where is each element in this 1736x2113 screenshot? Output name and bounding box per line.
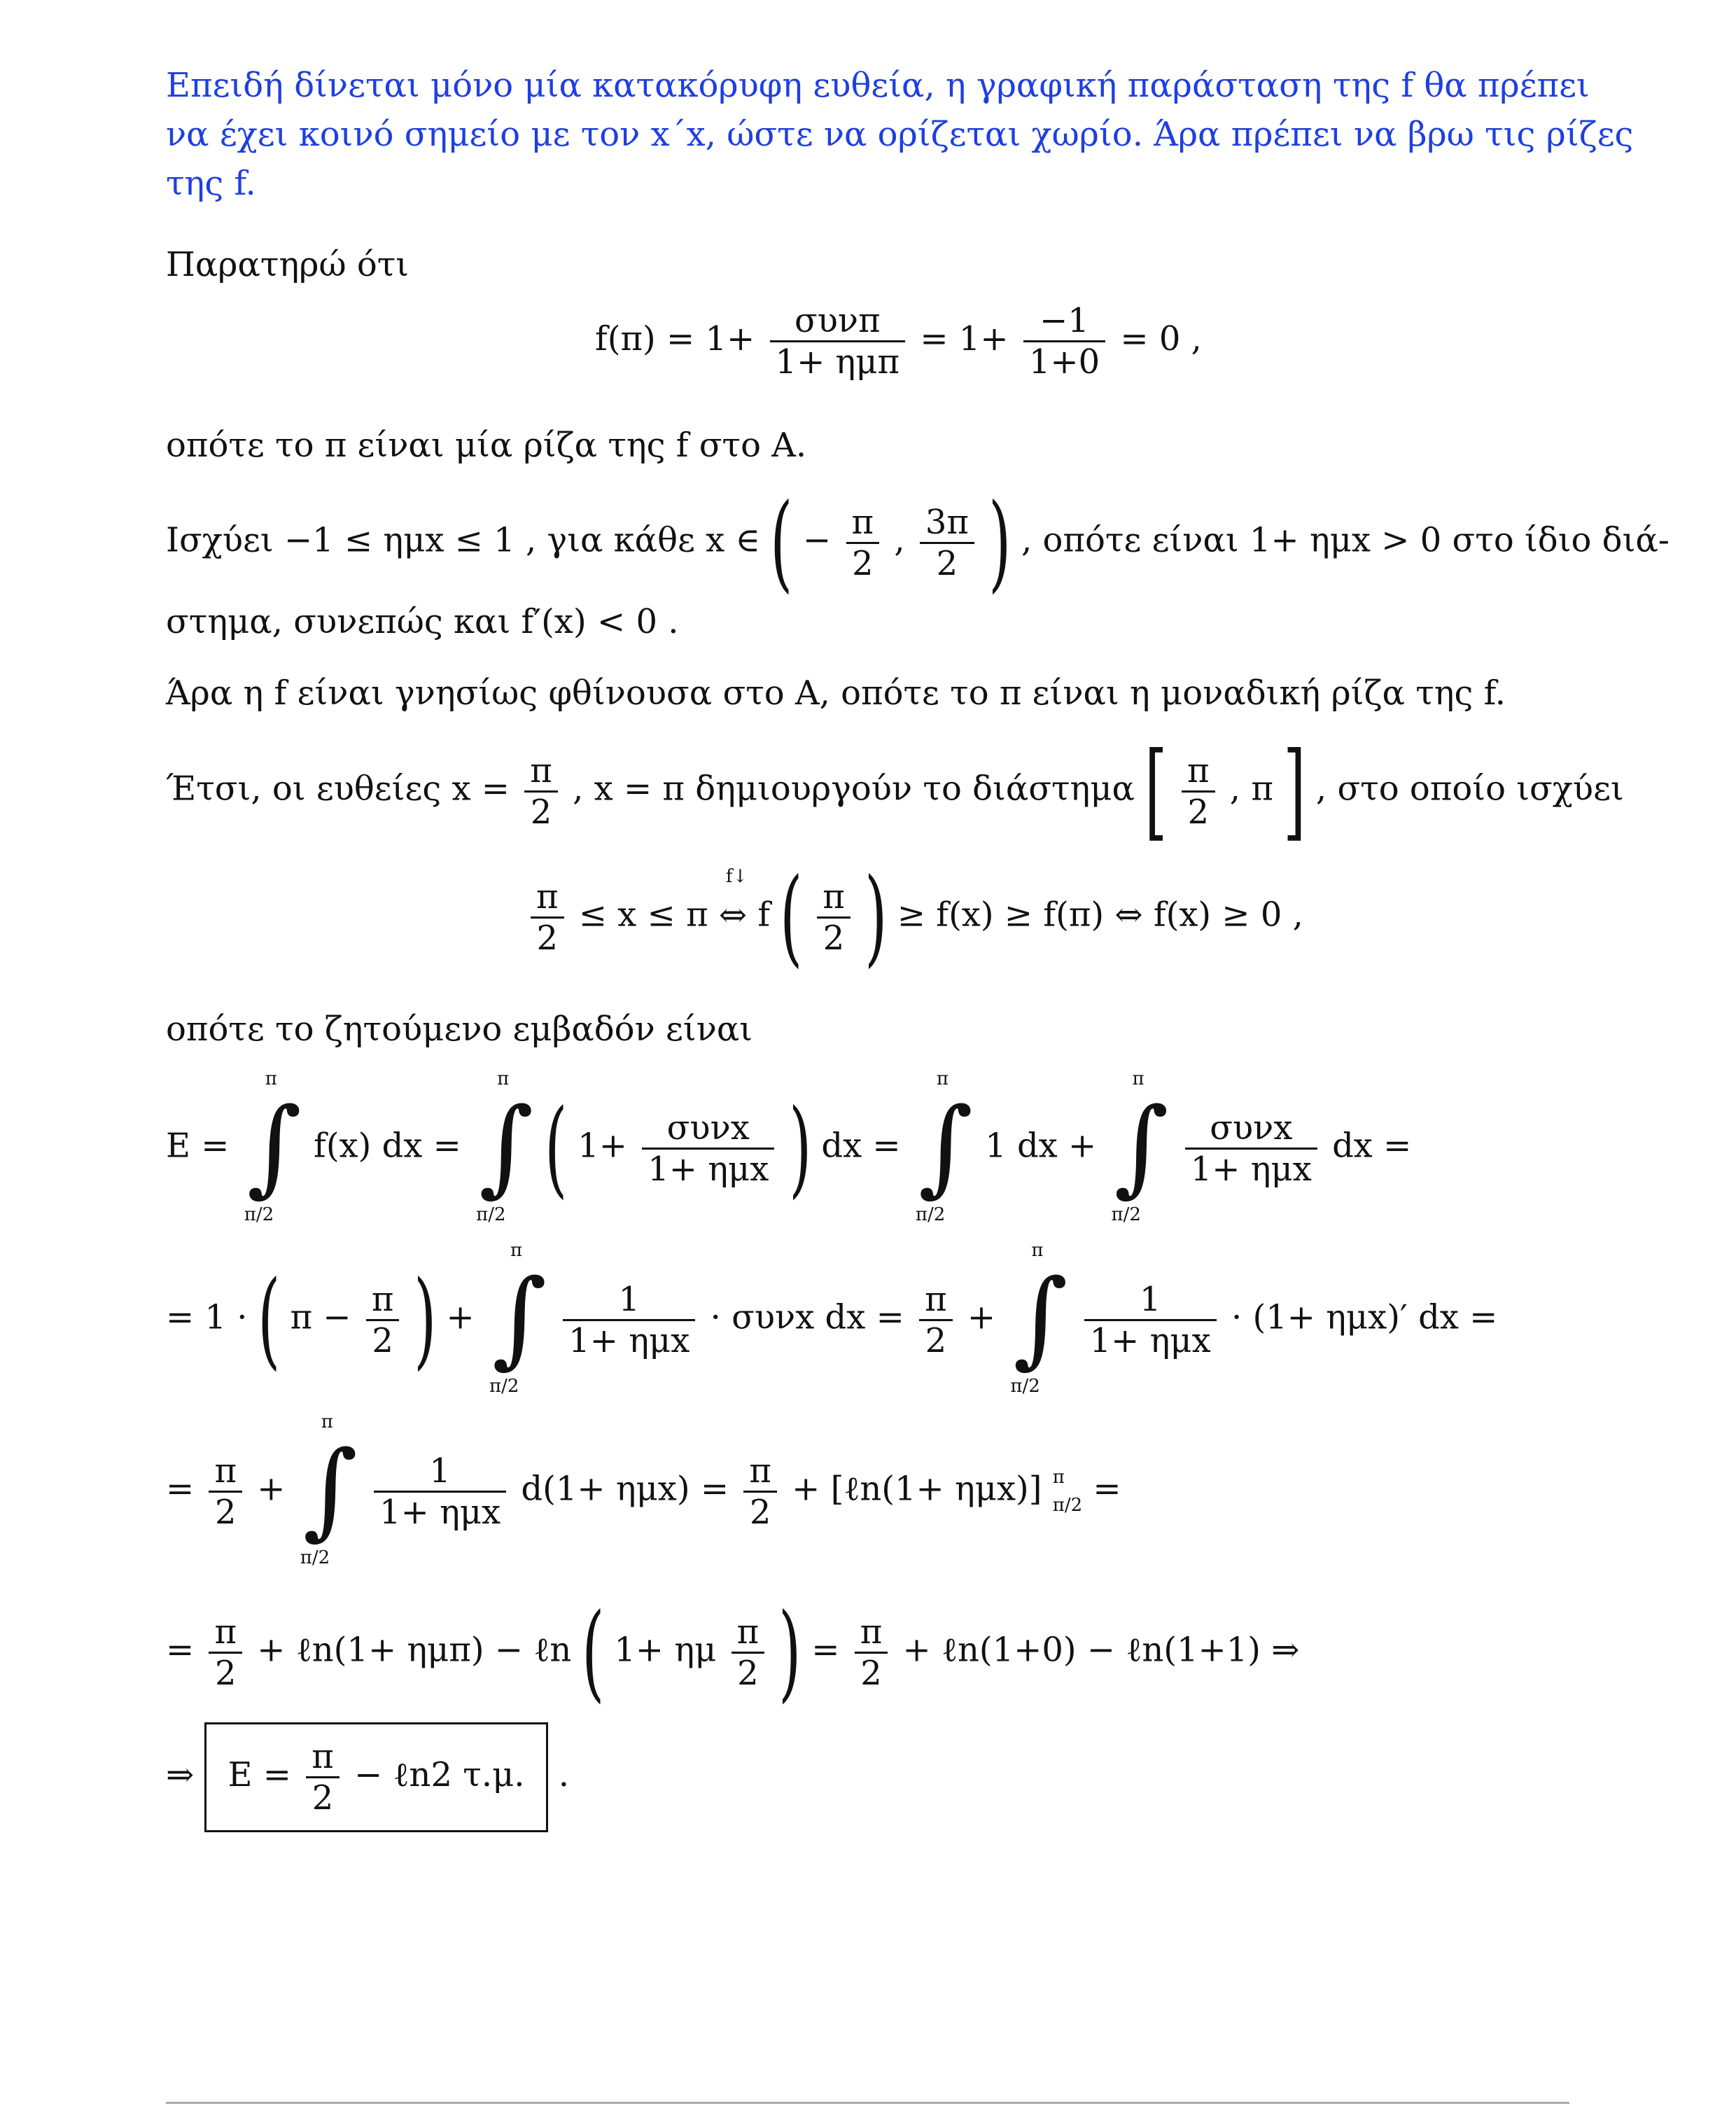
fraction [855, 1612, 888, 1693]
intro-line-1: Επειδή δίνεται μόνο μία κατακόρυφη ευθεία, η γραφική παράσταση της f θα πρέπει [166, 66, 1590, 105]
area-text: οπότε το ζητούμενο εμβαδόν είναι [166, 1010, 753, 1049]
close-bracket: ] [1283, 730, 1306, 852]
denominator: 2 [737, 1653, 759, 1693]
decreasing-text: Άρα η f είναι γνησίως φθίνουσα στο A, οπότε το π είναι η μοναδική ρίζα της f. [166, 674, 1506, 713]
intro-line-3: της f. [166, 164, 256, 203]
term: + [ℓn(1+ ημx)] [792, 1469, 1042, 1509]
upper-limit: π [1052, 1467, 1065, 1488]
denominator: 2 [214, 1653, 237, 1693]
fraction [817, 877, 850, 958]
numerator: π [817, 877, 850, 919]
denominator: 2 [1187, 792, 1210, 832]
calc-line-2 [166, 1240, 1498, 1397]
comma: , [894, 520, 905, 560]
denominator: 1+ ημπ [775, 342, 900, 382]
integral-sign: π ∫ π/2 [489, 1240, 547, 1397]
denominator: 1+0 [1028, 342, 1100, 382]
fraction [209, 1451, 242, 1532]
root-text: οπότε το π είναι μία ρίζα της f στο A. [166, 426, 807, 465]
numerator: π [855, 1612, 888, 1654]
term: + ℓn(1+ ημπ) − ℓn [257, 1630, 572, 1670]
denominator: 2 [214, 1492, 237, 1532]
lower-limit: π/2 [1111, 1204, 1141, 1225]
open-bracket: [ [1144, 730, 1168, 852]
lower-limit: π/2 [476, 1204, 506, 1225]
observe-text: Παρατηρώ ότι [166, 245, 410, 284]
fraction [366, 1280, 400, 1360]
denominator: 2 [372, 1320, 393, 1360]
fraction [1023, 301, 1105, 382]
numerator: π [209, 1451, 242, 1493]
upper-limit: π [497, 1068, 510, 1089]
fraction [770, 301, 906, 382]
eq1-lhs: f(π) = 1+ [595, 319, 755, 358]
footer-rule [166, 2102, 1569, 2104]
close-paren: ) [988, 482, 1011, 604]
lines-part3: , στο οποίο ισχύει [1315, 769, 1624, 809]
fraction [1084, 1280, 1217, 1360]
equation-f-pi [595, 301, 1202, 382]
lines-sentence [166, 730, 1624, 852]
term: · (1+ ημx)′ dx = [1231, 1297, 1498, 1337]
term: dx = [1332, 1126, 1412, 1166]
lower-limit: π/2 [1010, 1376, 1040, 1397]
fraction [306, 1737, 340, 1818]
fraction [846, 503, 880, 583]
numerator: 1 [1084, 1280, 1217, 1321]
fraction [919, 1280, 953, 1360]
denominator: 2 [749, 1492, 771, 1532]
denominator: 2 [822, 918, 845, 958]
lower-limit: π/2 [489, 1376, 519, 1397]
term: π − [290, 1297, 351, 1337]
interval-end: , π [1229, 769, 1273, 809]
calc-line-5 [166, 1722, 569, 1832]
denominator: 1+ ημx [1089, 1320, 1211, 1360]
numerator: συνx [642, 1108, 774, 1150]
denominator: 1+ ημx [1190, 1149, 1312, 1189]
result-box [204, 1722, 547, 1832]
numerator: 1 [374, 1451, 506, 1493]
term: − ℓn2 τ.μ. [354, 1755, 525, 1794]
close-paren: ) [413, 1259, 437, 1381]
lower-limit: π/2 [915, 1204, 946, 1225]
intro-line-2: να έχει κοινό σημείο με τον x΄x, ώστε να ορίζεται χωρίο. Άρα πρέπει να βρω τις ρίζες [166, 115, 1634, 154]
lower-limit: π/2 [1052, 1495, 1083, 1516]
integrand: f(x) dx = [314, 1126, 461, 1166]
integral-sign: π ∫ π/2 [915, 1068, 974, 1225]
fraction [920, 503, 974, 583]
calc-line-4 [166, 1591, 1300, 1713]
term: = 1 · [166, 1297, 248, 1337]
numerator: π [846, 503, 880, 544]
fraction [531, 877, 564, 958]
eq1-mid: = 1+ [920, 319, 1009, 358]
term: + ℓn(1+0) − ℓn(1+1) ⇒ [902, 1630, 1300, 1670]
fraction [732, 1612, 765, 1693]
fraction [1185, 1108, 1317, 1189]
numerator: συνx [1185, 1108, 1317, 1150]
final-period: . [558, 1755, 570, 1794]
minus-sign: − [803, 520, 832, 560]
holds-part2: , οπότε είναι 1+ ημx > 0 στο ίδιο διά- [1021, 520, 1670, 560]
denominator: 2 [312, 1778, 334, 1818]
ineq-mid: ≤ x ≤ π [578, 895, 708, 935]
upper-limit: π [510, 1240, 523, 1261]
numerator: −1 [1023, 301, 1105, 342]
denominator: 2 [936, 543, 958, 583]
denominator: 2 [860, 1653, 882, 1693]
lower-limit: π/2 [244, 1204, 274, 1225]
denominator: 2 [536, 918, 559, 958]
open-paren: ( [257, 1259, 281, 1381]
open-paren: ( [581, 1591, 604, 1713]
numerator: συνπ [770, 301, 906, 342]
fraction [209, 1612, 242, 1693]
f-symbol: f [757, 895, 771, 935]
denominator: 1+ ημx [648, 1149, 769, 1189]
term: · συνx dx = [710, 1297, 904, 1337]
integral-sign: π ∫ π/2 [300, 1411, 358, 1568]
term: E = [227, 1755, 291, 1794]
equivalence-arrow: ⇔ [718, 895, 748, 935]
denominator: 2 [852, 543, 874, 583]
evaluation-limits [1053, 1463, 1082, 1519]
term: 1+ [578, 1126, 627, 1166]
numerator: π [209, 1612, 242, 1654]
ineq-rest: ≥ f(x) ≥ f(π) ⇔ f(x) ≥ 0 , [897, 895, 1303, 935]
fraction [1182, 751, 1215, 832]
integral-sign: π ∫ π/2 [1010, 1240, 1068, 1397]
arrow-with-label [718, 865, 748, 935]
integral-sign: π ∫ π/2 [1111, 1068, 1169, 1225]
numerator: π [524, 751, 558, 793]
close-paren: ) [864, 856, 888, 978]
term: d(1+ ημx) = [521, 1469, 729, 1509]
holds-line [166, 482, 1670, 604]
term: = [166, 1469, 195, 1509]
denominator: 2 [530, 792, 552, 832]
integral-sign: π ∫ π/2 [244, 1068, 302, 1225]
numerator: π [732, 1612, 765, 1654]
fraction [374, 1451, 506, 1532]
numerator: π [1182, 751, 1215, 793]
term: 1 dx + [985, 1126, 1097, 1166]
calc-line-3 [166, 1411, 1121, 1568]
lines-part2: , x = π δημιουργούν το διάστημα [573, 769, 1135, 809]
upper-limit: π [1031, 1240, 1044, 1261]
eq1-rhs: = 0 , [1120, 319, 1202, 358]
lower-limit: π/2 [300, 1547, 330, 1568]
numerator: π [531, 877, 564, 919]
calc-line-1 [166, 1068, 1412, 1225]
implies-arrow: ⇒ [166, 1755, 195, 1794]
lines-part1: Έτσι, οι ευθείες x = [166, 769, 510, 809]
holds-line-2: στημα, συνεπώς και f′(x) < 0 . [166, 602, 679, 641]
upper-limit: π [1132, 1068, 1144, 1089]
term: + [446, 1297, 475, 1337]
term: = [1093, 1469, 1121, 1509]
integral-sign: π ∫ π/2 [476, 1068, 534, 1225]
fraction [524, 751, 558, 832]
upper-limit: π [265, 1068, 277, 1089]
numerator: π [306, 1737, 340, 1778]
upper-limit: π [936, 1068, 948, 1089]
numerator: π [366, 1280, 400, 1321]
numerator: 3π [920, 503, 974, 544]
term: + [967, 1297, 996, 1337]
numerator: π [919, 1280, 953, 1321]
close-paren: ) [788, 1087, 811, 1209]
term: + [257, 1469, 286, 1509]
term: dx = [821, 1126, 901, 1166]
fraction [642, 1108, 774, 1189]
holds-part1: Ισχύει −1 ≤ ημx ≤ 1 , για κάθε x ∈ [166, 520, 760, 560]
numerator: 1 [563, 1280, 695, 1321]
inequality [526, 856, 1303, 978]
denominator: 2 [925, 1320, 947, 1360]
open-paren: ( [545, 1087, 568, 1209]
denominator: 1+ ημx [379, 1492, 501, 1532]
term: = [166, 1630, 195, 1670]
open-paren: ( [780, 856, 803, 978]
denominator: 1+ ημx [568, 1320, 690, 1360]
numerator: π [743, 1451, 777, 1493]
arrow-label: f↓ [725, 865, 748, 887]
close-paren: ) [778, 1591, 802, 1713]
term: = [811, 1630, 840, 1670]
upper-limit: π [321, 1411, 333, 1432]
fraction [743, 1451, 777, 1532]
term: 1+ ημ [614, 1630, 717, 1670]
open-paren: ( [770, 482, 793, 604]
fraction [563, 1280, 695, 1360]
area-symbol: E = [166, 1126, 230, 1166]
